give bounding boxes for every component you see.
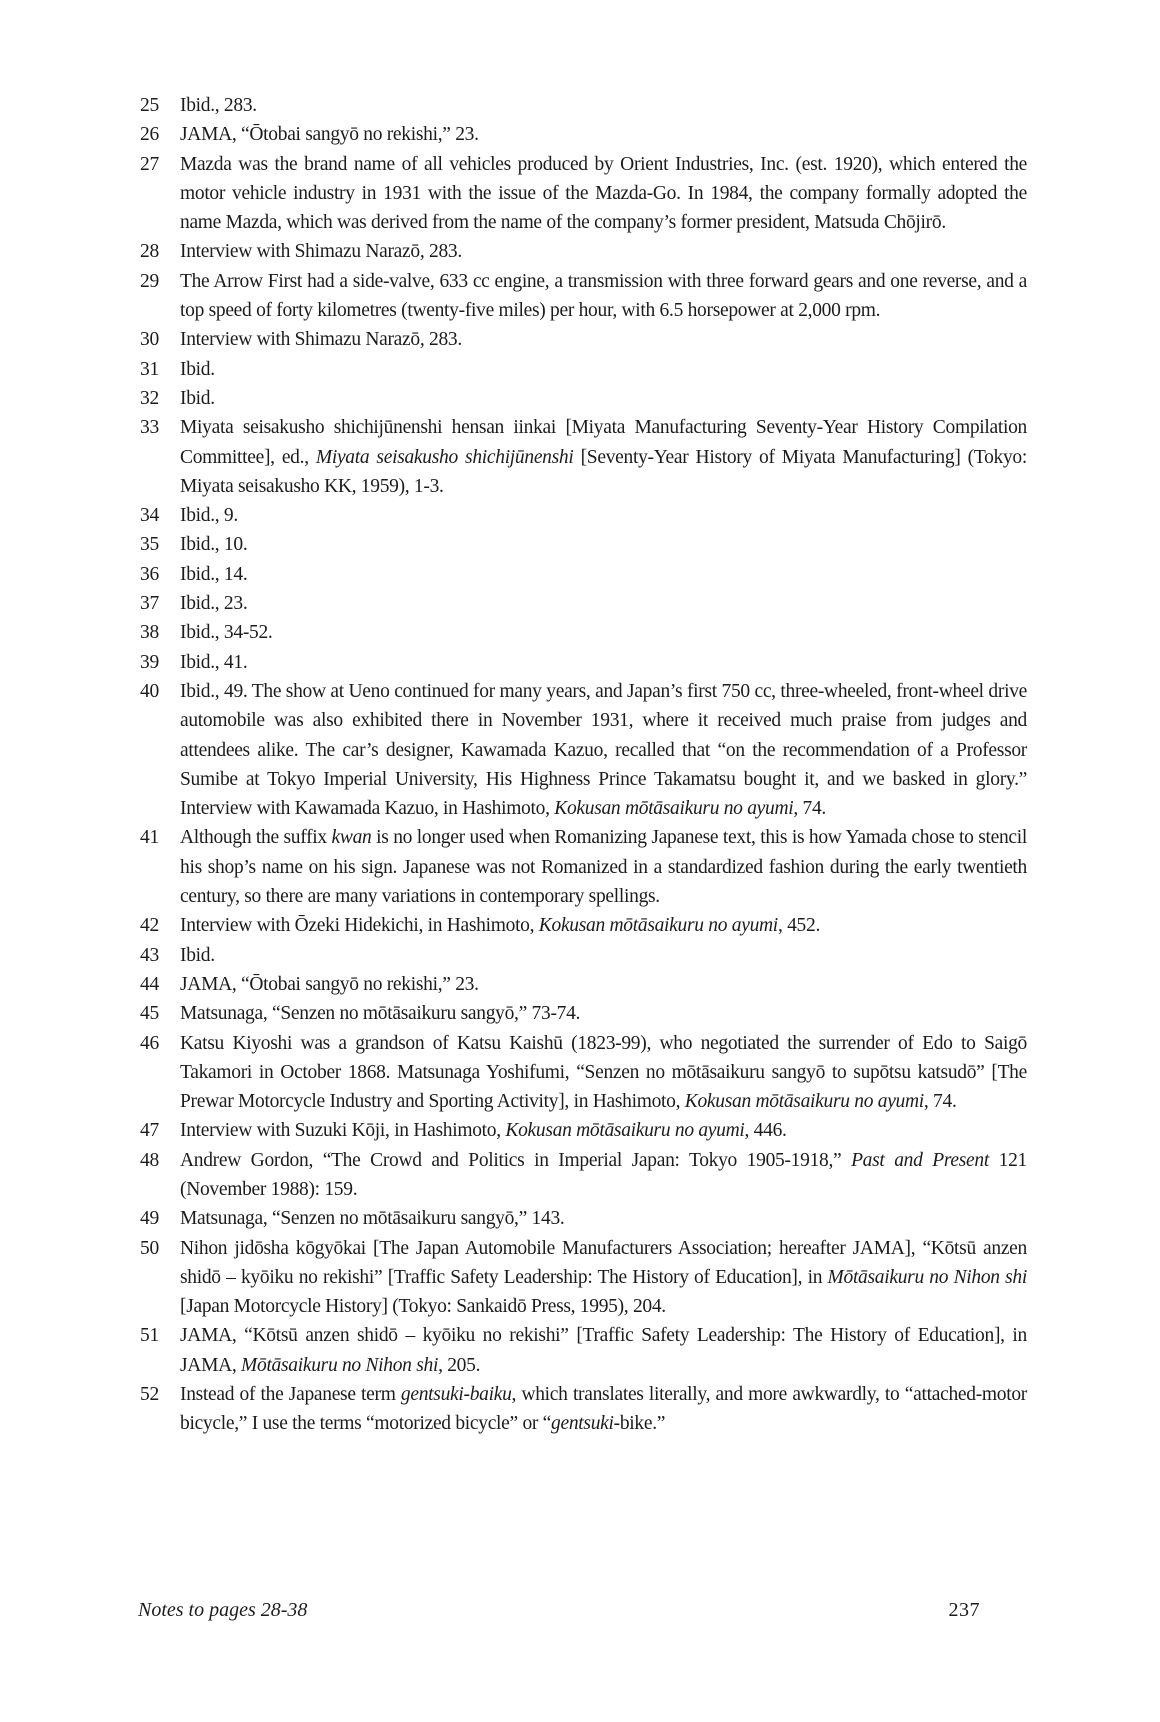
note-text [180,413,1027,501]
note-number: 37 [140,593,159,615]
note-text-run: Andrew Gordon, “The Crowd and Politics in Imperial Japan: Tokyo 1905-1918,” [180,1149,852,1171]
note-number: 40 [140,680,159,702]
note-item [140,1029,1027,1117]
note-number: 29 [140,270,159,292]
note-text-run: Matsunaga, “Senzen no mōtāsaikuru sangyō,” 73-74. [180,1003,581,1025]
note-item [140,120,1027,149]
note-number: 41 [140,827,159,849]
note-item [140,1234,1027,1322]
note-text-run: , which translates literally, and more awkwardly, to “attached-motor bicycle,” I use the terms “motorized bicycle” or “ [180,1384,1027,1435]
note-text [180,999,1027,1028]
running-footer-text: Notes to pages 28-38 [138,1599,308,1621]
note-number: 48 [140,1149,159,1171]
note-text-run: JAMA, “Ōtobai sangyō no rekishi,” 23. [180,124,479,146]
note-text-run: JAMA, “Kōtsū anzen shidō – kyōiku no rekishi” [Traffic Safety Leadership: The History of Education], in JAMA, [180,1325,1027,1376]
note-text [180,1234,1027,1322]
note-text [180,237,1027,266]
note-item [140,501,1027,530]
note-text [180,823,1027,911]
note-text [180,941,1027,970]
note-number: 31 [140,358,159,380]
note-text-italic-run: Kokusan mōtāsaikuru no ayumi [554,798,794,820]
note-text-run: Instead of the Japanese term [180,1384,401,1406]
note-text-run: , 74. [923,1091,957,1113]
note-text-run: Matsunaga, “Senzen no mōtāsaikuru sangyō,” 143. [180,1208,565,1230]
note-number: 30 [140,329,159,351]
note-item [140,530,1027,559]
note-text-run: Katsu Kiyoshi was a grandson of Katsu Kaishū (1823-99), who negotiated the surrender of Edo to Saigō Takamori in October 1868. Matsunaga Yoshifumi, “Senzen no mōtāsaikuru sangyō to supōtsu katsudō” [The Prewar Motorcycle Industry and Sporting Activity], in Hashimoto, [180,1032,1027,1113]
note-text [180,1204,1027,1233]
note-item [140,618,1027,647]
note-text-run: Ibid., 49. The show at Ueno continued for many years, and Japan’s first 750 cc, three-wheeled, front-wheel drive automobile was also exhibited there in November 1931, where it received much praise from judges and attendees alike. The car’s designer, Kawamada Kazuo, recalled that “on the recommendation of a Professor Sumibe at Tokyo Imperial University, His Highness Prince Takamatsu bought it, and we basked in glory.” Interview with Kawamada Kazuo, in Hashimoto, [180,680,1027,820]
note-text-run: [Japan Motorcycle History] (Tokyo: Sankaidō Press, 1995), 204. [180,1296,666,1318]
note-item [140,384,1027,413]
note-text-run: Ibid., 10. [180,534,248,556]
note-number: 51 [140,1325,159,1347]
note-text [180,150,1027,238]
note-item [140,355,1027,384]
note-text-run: 121 (November 1988): 159. [180,1149,1027,1200]
note-item [140,823,1027,911]
note-number: 49 [140,1208,159,1230]
note-text-run: Interview with Shimazu Narazō, 283. [180,329,462,351]
note-item [140,589,1027,618]
note-text-italic-run: Mōtāsaikuru no Nihon shi [241,1354,439,1376]
note-text [180,970,1027,999]
note-text-run: JAMA, “Ōtobai sangyō no rekishi,” 23. [180,973,479,995]
note-item [140,267,1027,326]
note-text-run: Ibid. [180,358,215,380]
note-text-run: Ibid., 23. [180,593,248,615]
note-item [140,911,1027,940]
note-number: 26 [140,124,159,146]
note-item [140,999,1027,1028]
note-number: 42 [140,915,159,937]
note-item [140,941,1027,970]
note-text [180,355,1027,384]
note-text-run: -bike.” [613,1413,666,1435]
note-text [180,1029,1027,1117]
note-text [180,530,1027,559]
note-text [180,618,1027,647]
note-text [180,91,1027,120]
note-text [180,560,1027,589]
note-text-run: , 205. [438,1354,481,1376]
note-number: 43 [140,944,159,966]
note-text [180,267,1027,326]
note-item [140,325,1027,354]
note-text-run: Mazda was the brand name of all vehicles produced by Orient Industries, Inc. (est. 1920), which entered the motor vehicle industry in 1931 with the issue of the Mazda-Go. In 1984, the company formally adopted the name Mazda, which was derived from the name of the company’s former president, Matsuda Chōjirō. [180,153,1027,234]
note-text-italic-run: gentsuki [551,1413,614,1435]
note-text-italic-run: Kokusan mōtāsaikuru no ayumi [538,915,778,937]
note-text-run: is no longer used when Romanizing Japanese text, this is how Yamada chose to stencil his shop’s name on his sign. Japanese was not Romanized in a standardized fashion during the early twentieth century, so there are many variations in contemporary spellings. [180,827,1027,908]
note-text-italic-run: Miyata seisakusho shichijūnenshi [315,446,574,468]
note-text-run: Interview with Ōzeki Hidekichi, in Hashimoto, [180,915,539,937]
note-text [180,1321,1027,1380]
note-text [180,325,1027,354]
note-number: 52 [140,1384,159,1406]
note-item [140,648,1027,677]
note-text [180,1380,1027,1439]
note-text-run: , 74. [793,798,827,820]
note-number: 46 [140,1032,159,1054]
note-text-run: Ibid., 9. [180,505,238,527]
note-number: 32 [140,387,159,409]
note-number: 35 [140,534,159,556]
note-text [180,648,1027,677]
note-item [140,413,1027,501]
note-text-run: Ibid. [180,387,215,409]
note-item [140,1380,1027,1439]
note-text-italic-run: Past and Present [851,1149,989,1171]
note-item [140,970,1027,999]
note-item [140,150,1027,238]
note-number: 34 [140,505,159,527]
note-number: 45 [140,1003,159,1025]
note-number: 25 [140,95,159,116]
note-text [180,384,1027,413]
note-number: 33 [140,417,159,439]
note-text-run: The Arrow First had a side-valve, 633 cc engine, a transmission with three forward gears and one reverse, and a top speed of forty kilometres (twenty-five miles) per hour, with 6.5 horsepower at 2,000 rpm. [180,270,1027,322]
note-text [180,501,1027,530]
note-number: 27 [140,153,159,175]
page-footer [138,1596,980,1624]
note-text-run: Nihon jidōsha kōgyōkai [The Japan Automobile Manufacturers Association; hereafter JAMA], “Kōtsū anzen shidō – kyōiku no rekishi” [Traffic Safety Leadership: The History of Education], in [180,1237,1027,1288]
note-text-run: , 452. [777,915,821,937]
note-number: 50 [140,1237,159,1259]
note-text-run: Ibid., 41. [180,651,248,673]
note-text [180,911,1027,940]
note-text-run: Interview with Shimazu Narazō, 283. [180,241,462,263]
note-item [140,677,1027,823]
note-text-run: Although the suffix [180,827,332,849]
note-text-run: Ibid. [180,944,215,966]
note-number: 28 [140,241,159,263]
note-number: 38 [140,622,159,644]
note-text-run: Miyata seisakusho shichijūnenshi hensan iinkai [Miyata Manufacturing Seventy-Year History Compilation Committee], ed., [180,417,1027,468]
note-number: 47 [140,1120,159,1142]
note-number: 36 [140,563,159,585]
note-item [140,1116,1027,1145]
note-text [180,120,1027,149]
note-item [140,560,1027,589]
note-item [140,237,1027,266]
note-text-run: Ibid., 283. [180,95,257,116]
endnotes-list [140,91,1027,1439]
note-text-run: Ibid., 34-52. [180,622,273,644]
note-text [180,677,1027,823]
note-item [140,91,1027,120]
note-text-italic-run: Mōtāsaikuru no Nihon shi [827,1266,1027,1288]
note-item [140,1321,1027,1380]
note-item [140,1146,1027,1205]
note-number: 39 [140,651,159,673]
note-text-italic-run: Kokusan mōtāsaikuru no ayumi [505,1120,745,1142]
note-text-run: Interview with Suzuki Kōji, in Hashimoto, [180,1120,506,1142]
note-text-italic-run: gentsuki-baiku [400,1384,512,1406]
note-text [180,1146,1027,1205]
note-text-run: , 446. [744,1120,787,1142]
note-number: 44 [140,973,159,995]
note-text-italic-run: Kokusan mōtāsaikuru no ayumi [684,1091,924,1113]
page-number: 237 [948,1599,980,1621]
note-text-run: [Seventy-Year History of Miyata Manufacturing] (Tokyo: Miyata seisakusho KK, 1959), 1-3. [180,446,1027,497]
note-text [180,589,1027,618]
note-item [140,1204,1027,1233]
note-text [180,1116,1027,1145]
note-text-run: Ibid., 14. [180,563,248,585]
note-text-italic-run: kwan [331,827,372,849]
